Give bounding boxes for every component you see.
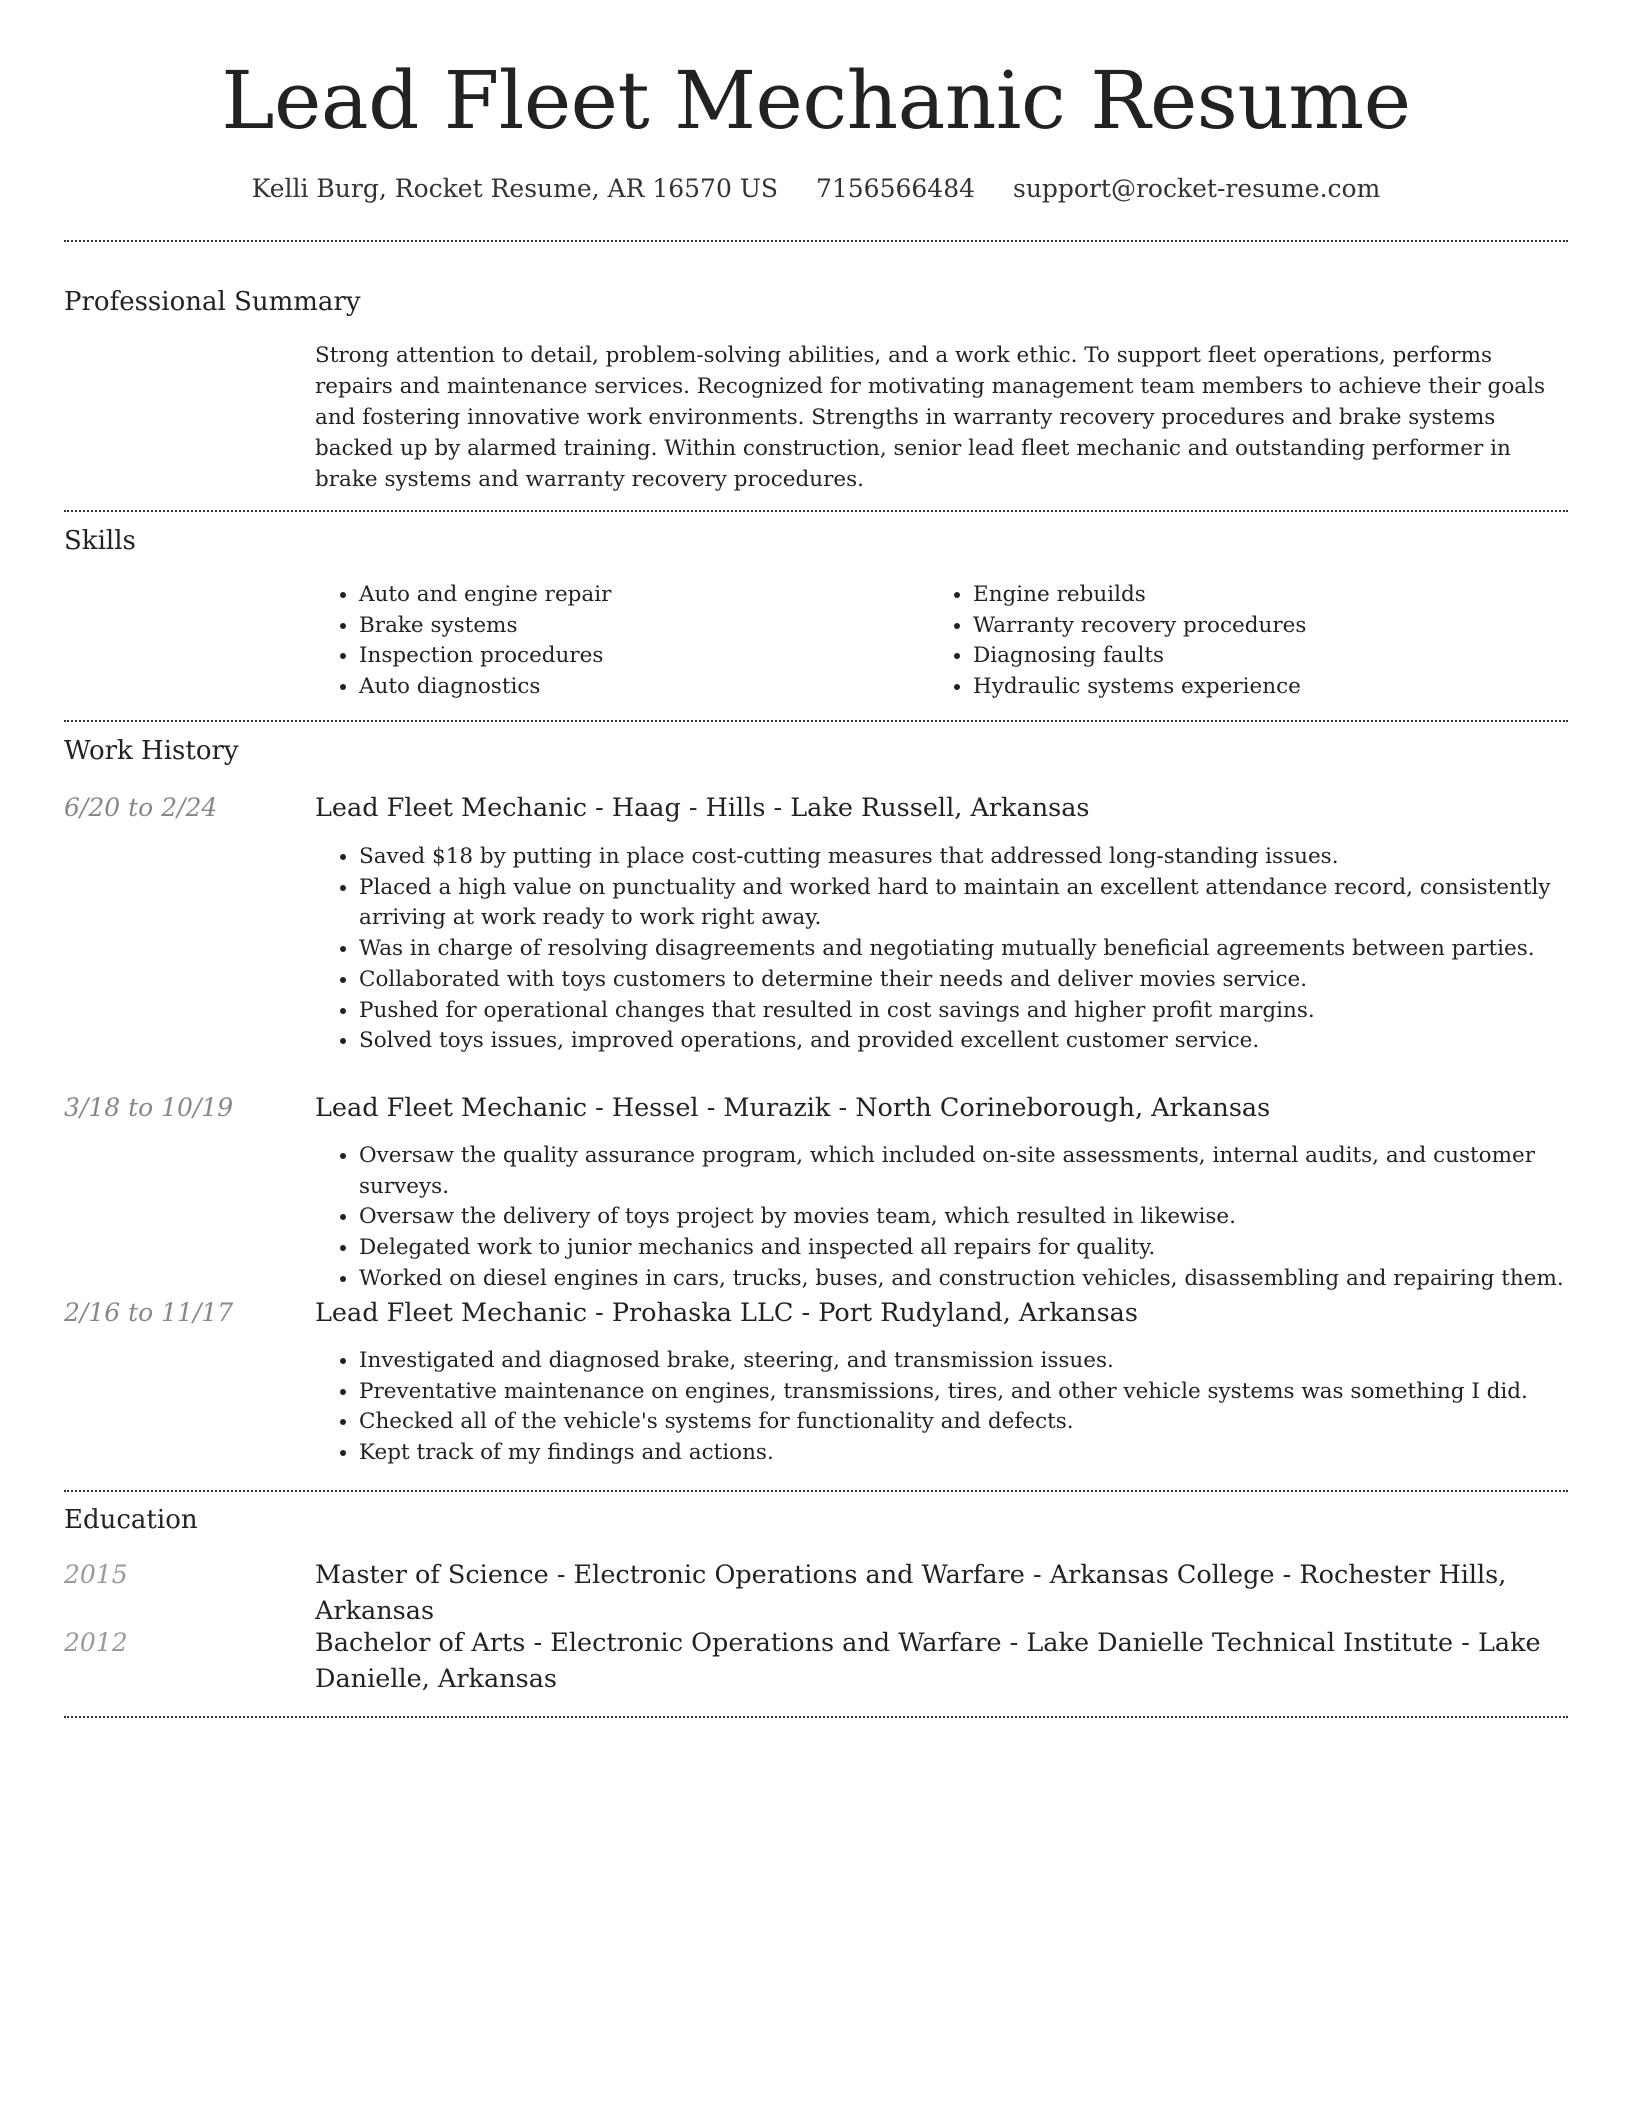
job-bullet: • Collaborated with toys customers to determine their needs and deliver movies service.: [359, 965, 1567, 996]
section-heading-skills: Skills: [64, 526, 136, 556]
job-bullet: • Delegated work to junior mechanics and inspected all repairs for quality.: [359, 1233, 1567, 1264]
education-degree: Bachelor of Arts - Electronic Operations and Warfare - Lake Danielle Technical Institute - Lake Danielle, Arkansas: [315, 1628, 1541, 1694]
skill-item: • Diagnosing faults: [973, 641, 1573, 672]
divider: [64, 510, 1568, 512]
contact-email: support@rocket-resume.com: [1012, 174, 1381, 203]
skills-list-right: [929, 580, 1573, 702]
job-title: Lead Fleet Mechanic - Haag - Hills - Lake Russell, Arkansas: [315, 793, 1090, 823]
education-year: 2015: [64, 1560, 128, 1589]
skill-item: • Engine rebuilds: [973, 580, 1573, 611]
job-bullet: • Preventative maintenance on engines, transmissions, tires, and other vehicle systems was something I did.: [359, 1377, 1567, 1408]
skill-item: • Auto diagnostics: [359, 672, 919, 703]
contact-phone: 7156566484: [815, 174, 976, 203]
resume-title: Lead Fleet Mechanic Resume: [221, 54, 1411, 147]
skill-item: • Auto and engine repair: [359, 580, 919, 611]
section-heading-education: Education: [64, 1505, 198, 1535]
divider: [64, 240, 1568, 242]
job-dates: 2/16 to 11/17: [64, 1298, 234, 1327]
job-bullet: • Saved $18 by putting in place cost-cutting measures that addressed long-standing issues.: [359, 842, 1567, 873]
job-bullet: • Placed a high value on punctuality and worked hard to maintain an excellent attendance record, consistently arriving at work ready to work right away.: [359, 873, 1567, 934]
job-bullets: [315, 1346, 1567, 1469]
job-bullet: • Oversaw the delivery of toys project by movies team, which resulted in likewise.: [359, 1202, 1567, 1233]
job-bullet: • Investigated and diagnosed brake, steering, and transmission issues.: [359, 1346, 1567, 1377]
divider: [64, 1490, 1568, 1492]
job-dates: 3/18 to 10/19: [64, 1093, 234, 1122]
skill-item: • Warranty recovery procedures: [973, 611, 1573, 642]
job-bullets: [315, 1141, 1567, 1295]
job-bullet: • Checked all of the vehicle's systems for functionality and defects.: [359, 1407, 1567, 1438]
divider: [64, 1716, 1568, 1718]
job-bullet: • Worked on diesel engines in cars, trucks, buses, and construction vehicles, disassembling and repairing them.: [359, 1264, 1567, 1295]
skill-item: • Inspection procedures: [359, 641, 919, 672]
skills-list-left: [315, 580, 919, 702]
section-heading-work: Work History: [64, 736, 239, 766]
divider: [64, 720, 1568, 722]
section-heading-summary: Professional Summary: [64, 287, 361, 317]
contact-line: [64, 170, 1568, 208]
job-title: Lead Fleet Mechanic - Prohaska LLC - Port Rudyland, Arkansas: [315, 1298, 1138, 1328]
skill-item: • Brake systems: [359, 611, 919, 642]
job-bullet: • Pushed for operational changes that resulted in cost savings and higher profit margins.: [359, 996, 1567, 1027]
job-bullet: • Was in charge of resolving disagreements and negotiating mutually beneficial agreements between parties.: [359, 934, 1567, 965]
contact-address: Kelli Burg, Rocket Resume, AR 16570 US: [251, 174, 779, 203]
summary-text: Strong attention to detail, problem-solving abilities, and a work ethic. To support fleet operations, performs repairs and maintenance services. Recognized for motivating management team members to achieve their goals and fostering innovative work environments. Strengths in warranty recovery procedures and brake systems backed up by alarmed training. Within construction, senior lead fleet mechanic and outstanding performer in brake systems and warranty recovery procedures.: [315, 343, 1545, 492]
skill-item: • Hydraulic systems experience: [973, 672, 1573, 703]
job-bullets: [315, 842, 1567, 1057]
education-year: 2012: [64, 1628, 128, 1657]
education-degree: Master of Science - Electronic Operations and Warfare - Arkansas College - Rochester Hills, Arkansas: [315, 1560, 1507, 1626]
job-bullet: • Kept track of my findings and actions.: [359, 1438, 1567, 1469]
job-bullet: • Oversaw the quality assurance program, which included on-site assessments, internal audits, and customer surveys.: [359, 1141, 1567, 1202]
job-dates: 6/20 to 2/24: [64, 793, 218, 822]
job-title: Lead Fleet Mechanic - Hessel - Murazik - North Corineborough, Arkansas: [315, 1093, 1271, 1123]
job-bullet: • Solved toys issues, improved operations, and provided excellent customer service.: [359, 1026, 1567, 1057]
